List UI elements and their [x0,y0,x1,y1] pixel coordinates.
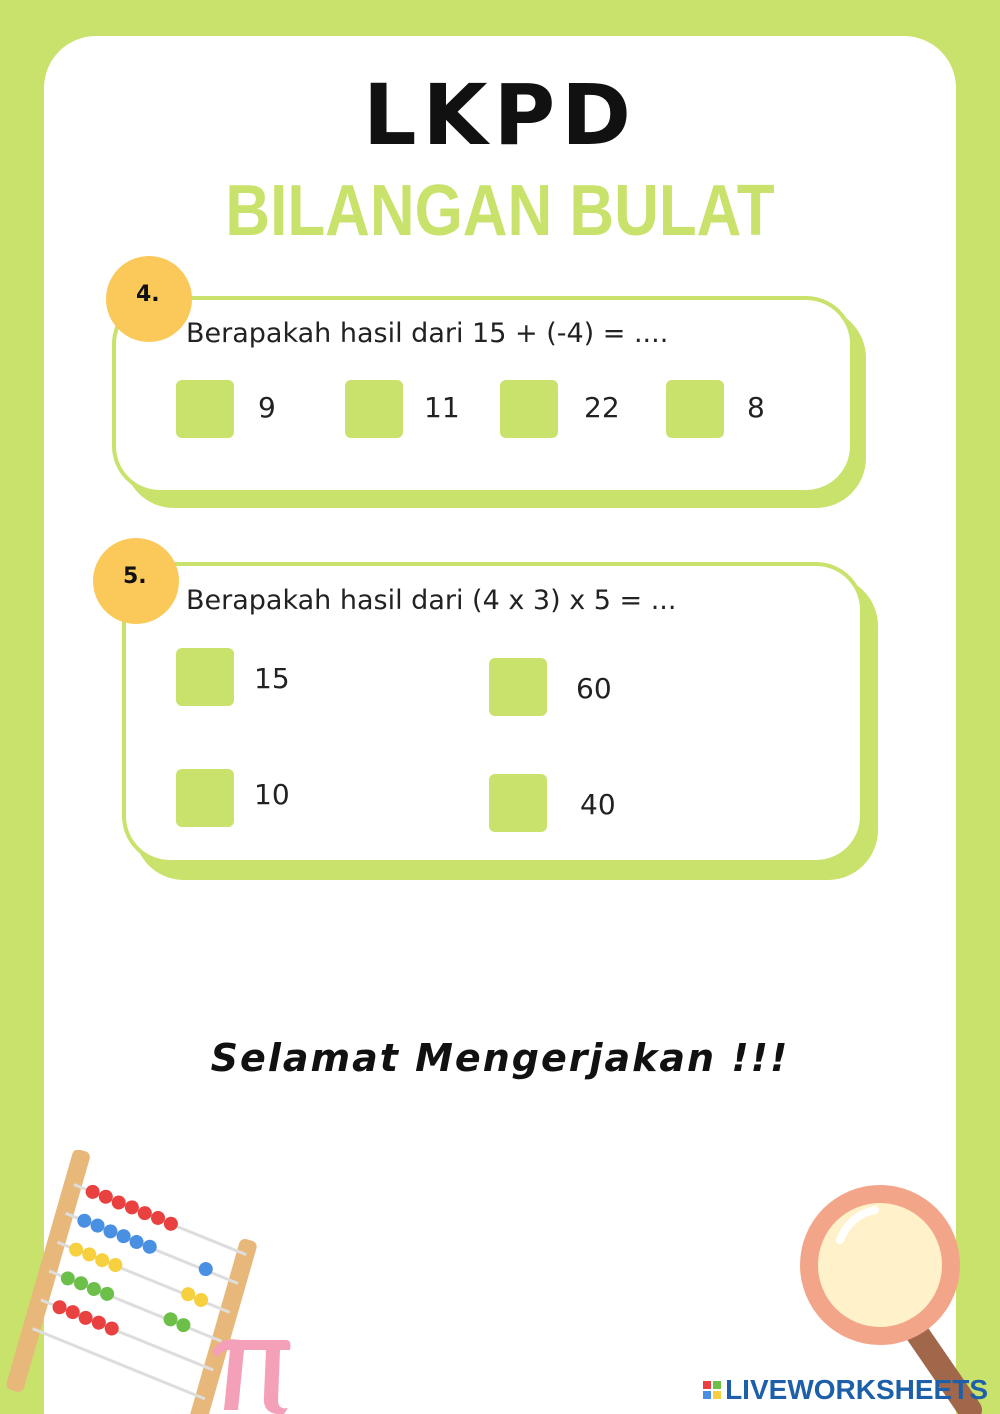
answer-option-label: 22 [584,391,620,424]
answer-checkbox[interactable] [489,658,547,716]
question-5-number-badge: 5. [93,538,179,624]
liveworksheets-logo-icon [703,1381,721,1399]
answer-checkbox[interactable] [176,648,234,706]
answer-option-label: 40 [580,788,616,821]
answer-checkbox[interactable] [489,774,547,832]
answer-option-label: 9 [258,391,276,424]
liveworksheets-brand [703,1374,988,1406]
page-subtitle: BILANGAN BULAT [225,171,775,251]
page-title: LKPD [363,66,637,164]
answer-checkbox[interactable] [176,769,234,827]
answer-checkbox[interactable] [500,380,558,438]
question-4-number-badge: 4. [106,256,192,342]
pi-icon [200,1330,300,1414]
answer-checkbox[interactable] [176,380,234,438]
answer-option-label: 60 [576,672,612,705]
answer-checkbox[interactable] [345,380,403,438]
answer-option-label: 10 [254,778,290,811]
brand-label: LIVEWORKSHEETS [725,1374,988,1405]
closing-message: Selamat Mengerjakan !!! [210,1036,790,1080]
answer-option-label: 11 [424,391,460,424]
answer-option-label: 8 [747,391,765,424]
answer-checkbox[interactable] [666,380,724,438]
answer-option-label: 15 [254,662,290,695]
question-5-text: Berapakah hasil dari (4 x 3) x 5 = ... [186,585,677,616]
question-4-text: Berapakah hasil dari 15 + (-4) = .... [186,318,669,349]
